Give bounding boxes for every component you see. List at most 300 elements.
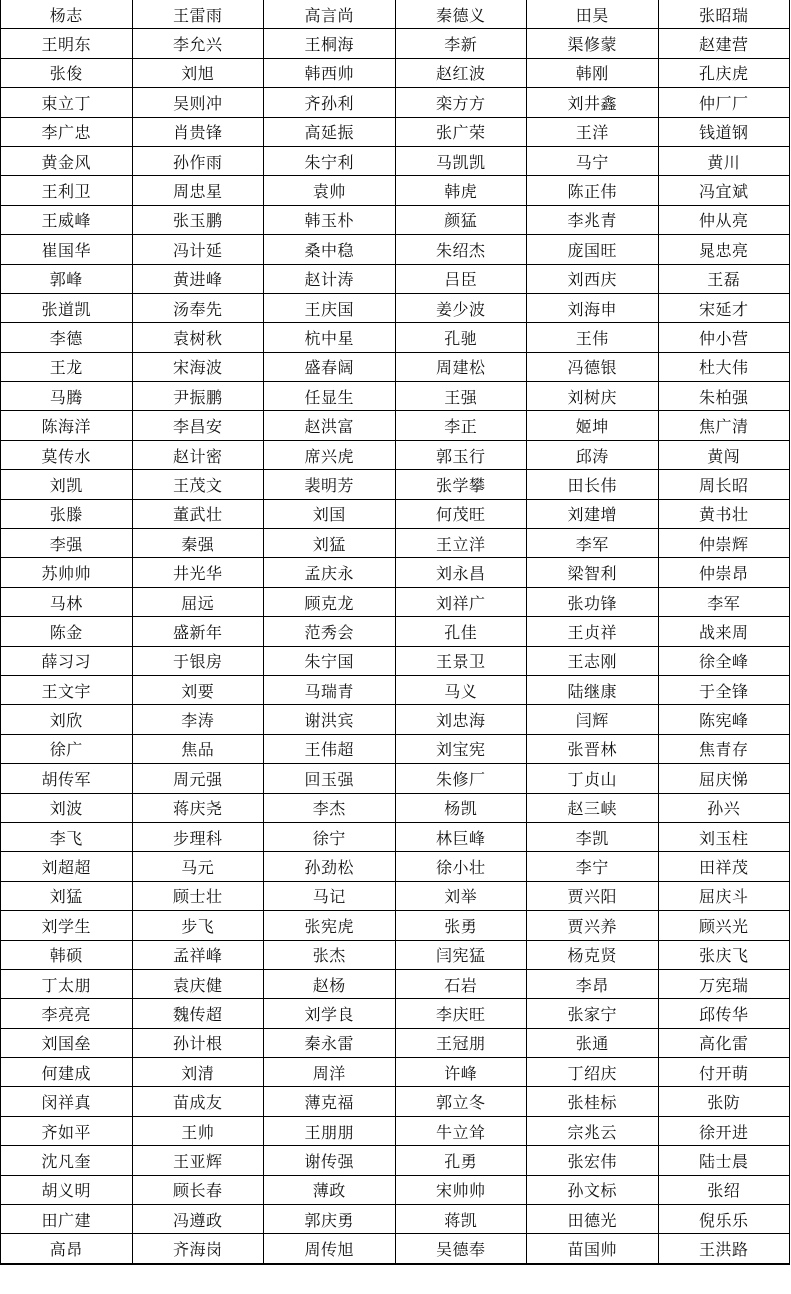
name-cell: 李庆旺	[395, 999, 527, 1028]
name-cell: 陈正伟	[527, 176, 659, 205]
name-cell: 何茂旺	[395, 499, 527, 528]
name-cell: 丁太朋	[1, 969, 133, 998]
name-cell: 李允兴	[132, 29, 264, 58]
name-cell: 孔勇	[395, 1146, 527, 1175]
table-row	[1, 999, 790, 1028]
table-row	[1, 617, 790, 646]
name-cell: 王利卫	[1, 176, 133, 205]
table-row	[1, 58, 790, 87]
name-cell: 韩玉朴	[264, 205, 396, 234]
name-cell: 刘超超	[1, 852, 133, 881]
name-cell: 李新	[395, 29, 527, 58]
name-cell: 张道凯	[1, 293, 133, 322]
name-cell: 刘祥广	[395, 587, 527, 616]
name-cell: 田长伟	[527, 470, 659, 499]
name-cell: 杨志	[1, 0, 133, 29]
name-cell: 王龙	[1, 352, 133, 381]
table-row	[1, 29, 790, 58]
name-cell: 袁树秋	[132, 323, 264, 352]
name-cell: 黄川	[658, 146, 790, 175]
name-cell: 汤奉先	[132, 293, 264, 322]
name-cell: 朱宁利	[264, 146, 396, 175]
name-cell: 姜少波	[395, 293, 527, 322]
table-row	[1, 734, 790, 763]
name-cell: 郭峰	[1, 264, 133, 293]
name-cell: 马记	[264, 881, 396, 910]
name-cell: 顾长春	[132, 1175, 264, 1204]
name-cell: 王帅	[132, 1116, 264, 1145]
name-cell: 焦品	[132, 734, 264, 763]
name-cell: 回玉强	[264, 764, 396, 793]
name-cell: 仲小营	[658, 323, 790, 352]
name-cell: 沈凡奎	[1, 1146, 133, 1175]
table-row	[1, 176, 790, 205]
name-cell: 张广荣	[395, 117, 527, 146]
name-cell: 马元	[132, 852, 264, 881]
name-cell: 许峰	[395, 1058, 527, 1087]
name-cell: 刘欣	[1, 705, 133, 734]
name-cell: 王景卫	[395, 646, 527, 675]
name-cell: 李正	[395, 411, 527, 440]
name-cell: 谢传强	[264, 1146, 396, 1175]
name-cell: 李广忠	[1, 117, 133, 146]
name-cell: 张绍	[658, 1175, 790, 1204]
name-table-body	[1, 0, 790, 1264]
name-cell: 王朋朋	[264, 1116, 396, 1145]
name-cell: 郭立冬	[395, 1087, 527, 1116]
name-cell: 焦广清	[658, 411, 790, 440]
name-cell: 王明东	[1, 29, 133, 58]
name-cell: 倪乐乐	[658, 1205, 790, 1234]
name-cell: 孙兴	[658, 793, 790, 822]
name-cell: 董武壮	[132, 499, 264, 528]
name-cell: 袁庆健	[132, 969, 264, 998]
name-cell: 栾方方	[395, 88, 527, 117]
name-cell: 田祥茂	[658, 852, 790, 881]
name-cell: 盛春阔	[264, 352, 396, 381]
name-cell: 张滕	[1, 499, 133, 528]
name-cell: 高延振	[264, 117, 396, 146]
name-cell: 周建松	[395, 352, 527, 381]
name-cell: 步飞	[132, 911, 264, 940]
name-cell: 张勇	[395, 911, 527, 940]
name-cell: 付开萌	[658, 1058, 790, 1087]
name-cell: 王威峰	[1, 205, 133, 234]
name-cell: 李飞	[1, 822, 133, 851]
name-cell: 孙劲松	[264, 852, 396, 881]
name-cell: 王亚辉	[132, 1146, 264, 1175]
name-cell: 胡义明	[1, 1175, 133, 1204]
name-cell: 韩刚	[527, 58, 659, 87]
name-cell: 尹振鹏	[132, 382, 264, 411]
name-cell: 姬坤	[527, 411, 659, 440]
table-row	[1, 940, 790, 969]
name-cell: 闫宪猛	[395, 940, 527, 969]
name-cell: 任显生	[264, 382, 396, 411]
name-cell: 杨凯	[395, 793, 527, 822]
name-cell: 孟庆永	[264, 558, 396, 587]
name-cell: 刘永昌	[395, 558, 527, 587]
name-cell: 仲从亮	[658, 205, 790, 234]
table-row	[1, 88, 790, 117]
name-cell: 郭庆勇	[264, 1205, 396, 1234]
name-cell: 黄闯	[658, 440, 790, 469]
name-cell: 刘忠海	[395, 705, 527, 734]
name-cell: 周元强	[132, 764, 264, 793]
name-cell: 刘国垒	[1, 1028, 133, 1057]
table-row	[1, 470, 790, 499]
name-cell: 冯遵政	[132, 1205, 264, 1234]
name-cell: 王茂文	[132, 470, 264, 499]
name-cell: 颜猛	[395, 205, 527, 234]
table-row	[1, 1028, 790, 1057]
name-cell: 刘学生	[1, 911, 133, 940]
table-row	[1, 235, 790, 264]
name-cell: 马宁	[527, 146, 659, 175]
name-cell: 王贞祥	[527, 617, 659, 646]
table-row	[1, 264, 790, 293]
name-cell: 张家宁	[527, 999, 659, 1028]
name-cell: 梁智利	[527, 558, 659, 587]
table-row	[1, 911, 790, 940]
name-cell: 杜大伟	[658, 352, 790, 381]
name-cell: 刘猛	[1, 881, 133, 910]
name-cell: 马义	[395, 675, 527, 704]
table-row	[1, 1116, 790, 1145]
name-cell: 王洋	[527, 117, 659, 146]
name-cell: 齐海岗	[132, 1234, 264, 1264]
name-cell: 李昂	[527, 969, 659, 998]
table-row	[1, 293, 790, 322]
name-cell: 王强	[395, 382, 527, 411]
name-cell: 赵洪富	[264, 411, 396, 440]
name-cell: 薄政	[264, 1175, 396, 1204]
name-cell: 冯德银	[527, 352, 659, 381]
name-cell: 高昂	[1, 1234, 133, 1264]
name-cell: 王冠朋	[395, 1028, 527, 1057]
name-cell: 袁帅	[264, 176, 396, 205]
name-cell: 莫传水	[1, 440, 133, 469]
name-cell: 刘清	[132, 1058, 264, 1087]
name-cell: 孔庆虎	[658, 58, 790, 87]
name-cell: 张晋林	[527, 734, 659, 763]
name-cell: 屈远	[132, 587, 264, 616]
name-cell: 黄进峰	[132, 264, 264, 293]
table-row	[1, 323, 790, 352]
name-cell: 宗兆云	[527, 1116, 659, 1145]
name-cell: 张学攀	[395, 470, 527, 499]
name-cell: 邱传华	[658, 999, 790, 1028]
name-cell: 李军	[527, 529, 659, 558]
name-cell: 徐宁	[264, 822, 396, 851]
table-row	[1, 411, 790, 440]
name-cell: 高言尚	[264, 0, 396, 29]
table-row	[1, 1175, 790, 1204]
name-cell: 刘波	[1, 793, 133, 822]
name-cell: 李军	[658, 587, 790, 616]
name-cell: 李杰	[264, 793, 396, 822]
name-cell: 刘国	[264, 499, 396, 528]
name-cell: 李凯	[527, 822, 659, 851]
name-cell: 齐如平	[1, 1116, 133, 1145]
name-cell: 屈庆悌	[658, 764, 790, 793]
name-cell: 盛新年	[132, 617, 264, 646]
name-cell: 朱修厂	[395, 764, 527, 793]
name-cell: 齐孙利	[264, 88, 396, 117]
name-cell: 石岩	[395, 969, 527, 998]
name-cell: 陈金	[1, 617, 133, 646]
name-cell: 马林	[1, 587, 133, 616]
name-cell: 冯计延	[132, 235, 264, 264]
name-cell: 朱绍杰	[395, 235, 527, 264]
name-cell: 顾克龙	[264, 587, 396, 616]
name-cell: 屈庆斗	[658, 881, 790, 910]
name-cell: 张庆飞	[658, 940, 790, 969]
name-cell: 赵计涛	[264, 264, 396, 293]
table-row	[1, 969, 790, 998]
name-cell: 刘旭	[132, 58, 264, 87]
name-cell: 魏传超	[132, 999, 264, 1028]
name-cell: 刘猛	[264, 529, 396, 558]
name-cell: 苗成友	[132, 1087, 264, 1116]
name-cell: 秦德义	[395, 0, 527, 29]
name-cell: 张杰	[264, 940, 396, 969]
table-row	[1, 1058, 790, 1087]
name-cell: 肖贵锋	[132, 117, 264, 146]
name-cell: 何建成	[1, 1058, 133, 1087]
name-cell: 刘建增	[527, 499, 659, 528]
name-cell: 田广建	[1, 1205, 133, 1234]
name-cell: 周忠星	[132, 176, 264, 205]
name-cell: 牛立耸	[395, 1116, 527, 1145]
name-cell: 周长昭	[658, 470, 790, 499]
name-cell: 刘玉柱	[658, 822, 790, 851]
name-cell: 朱柏强	[658, 382, 790, 411]
name-cell: 赵建营	[658, 29, 790, 58]
name-cell: 谢洪宾	[264, 705, 396, 734]
name-cell: 万宪瑞	[658, 969, 790, 998]
name-cell: 赵红波	[395, 58, 527, 87]
name-cell: 韩硕	[1, 940, 133, 969]
name-cell: 刘树庆	[527, 382, 659, 411]
name-cell: 蒋庆尧	[132, 793, 264, 822]
name-cell: 孟祥峰	[132, 940, 264, 969]
name-cell: 赵杨	[264, 969, 396, 998]
name-cell: 孙作雨	[132, 146, 264, 175]
table-row	[1, 675, 790, 704]
name-cell: 高化雷	[658, 1028, 790, 1057]
name-cell: 李强	[1, 529, 133, 558]
name-cell: 周传旭	[264, 1234, 396, 1264]
name-cell: 顾士壮	[132, 881, 264, 910]
name-cell: 席兴虎	[264, 440, 396, 469]
name-cell: 薛习习	[1, 646, 133, 675]
name-cell: 王桐海	[264, 29, 396, 58]
name-cell: 孙文标	[527, 1175, 659, 1204]
table-row	[1, 0, 790, 29]
table-row	[1, 529, 790, 558]
name-cell: 张俊	[1, 58, 133, 87]
name-cell: 王庆国	[264, 293, 396, 322]
name-cell: 郭玉行	[395, 440, 527, 469]
name-cell: 张玉鹏	[132, 205, 264, 234]
name-cell: 马瑞青	[264, 675, 396, 704]
name-cell: 薄克福	[264, 1087, 396, 1116]
name-cell: 王立洋	[395, 529, 527, 558]
name-cell: 李德	[1, 323, 133, 352]
name-cell: 刘学良	[264, 999, 396, 1028]
name-cell: 仲厂厂	[658, 88, 790, 117]
name-cell: 王伟超	[264, 734, 396, 763]
name-cell: 韩虎	[395, 176, 527, 205]
name-cell: 秦强	[132, 529, 264, 558]
name-cell: 贾兴养	[527, 911, 659, 940]
name-cell: 王洪路	[658, 1234, 790, 1264]
name-cell: 仲崇昂	[658, 558, 790, 587]
name-cell: 井光华	[132, 558, 264, 587]
name-cell: 徐全峰	[658, 646, 790, 675]
name-cell: 张宪虎	[264, 911, 396, 940]
name-cell: 刘海申	[527, 293, 659, 322]
table-row	[1, 440, 790, 469]
name-cell: 吕臣	[395, 264, 527, 293]
table-row	[1, 352, 790, 381]
table-row	[1, 1234, 790, 1264]
name-cell: 胡传军	[1, 764, 133, 793]
name-cell: 王志刚	[527, 646, 659, 675]
table-row	[1, 117, 790, 146]
name-cell: 林巨峰	[395, 822, 527, 851]
name-cell: 刘举	[395, 881, 527, 910]
name-cell: 刘宝宪	[395, 734, 527, 763]
name-cell: 邱涛	[527, 440, 659, 469]
name-cell: 张宏伟	[527, 1146, 659, 1175]
name-cell: 黄金风	[1, 146, 133, 175]
name-cell: 顾兴光	[658, 911, 790, 940]
name-cell: 陆继康	[527, 675, 659, 704]
name-cell: 刘要	[132, 675, 264, 704]
table-row	[1, 793, 790, 822]
name-cell: 贾兴阳	[527, 881, 659, 910]
name-cell: 朱宁国	[264, 646, 396, 675]
name-cell: 于银房	[132, 646, 264, 675]
name-cell: 张功锋	[527, 587, 659, 616]
name-cell: 崔国华	[1, 235, 133, 264]
name-cell: 田昊	[527, 0, 659, 29]
name-cell: 徐广	[1, 734, 133, 763]
name-cell: 黄书壮	[658, 499, 790, 528]
name-cell: 李宁	[527, 852, 659, 881]
name-cell: 刘凯	[1, 470, 133, 499]
name-cell: 张防	[658, 1087, 790, 1116]
name-cell: 苏帅帅	[1, 558, 133, 587]
name-cell: 张通	[527, 1028, 659, 1057]
name-cell: 焦青存	[658, 734, 790, 763]
name-cell: 马腾	[1, 382, 133, 411]
table-row	[1, 1087, 790, 1116]
name-cell: 闵祥真	[1, 1087, 133, 1116]
name-cell: 孙计根	[132, 1028, 264, 1057]
name-cell: 王伟	[527, 323, 659, 352]
name-cell: 秦永雷	[264, 1028, 396, 1057]
name-cell: 蒋凯	[395, 1205, 527, 1234]
name-cell: 李兆青	[527, 205, 659, 234]
name-cell: 丁绍庆	[527, 1058, 659, 1087]
name-cell: 刘西庆	[527, 264, 659, 293]
name-cell: 仲崇辉	[658, 529, 790, 558]
name-cell: 闫辉	[527, 705, 659, 734]
table-row	[1, 646, 790, 675]
name-cell: 桑中稳	[264, 235, 396, 264]
name-cell: 杭中星	[264, 323, 396, 352]
name-cell: 丁贞山	[527, 764, 659, 793]
name-cell: 冯宜斌	[658, 176, 790, 205]
table-row	[1, 382, 790, 411]
name-cell: 庞国旺	[527, 235, 659, 264]
name-cell: 徐小壮	[395, 852, 527, 881]
name-cell: 韩西帅	[264, 58, 396, 87]
table-row	[1, 558, 790, 587]
name-cell: 王磊	[658, 264, 790, 293]
name-cell: 杨克贤	[527, 940, 659, 969]
name-cell: 宋海波	[132, 352, 264, 381]
table-row	[1, 1146, 790, 1175]
name-cell: 李昌安	[132, 411, 264, 440]
name-cell: 步理科	[132, 822, 264, 851]
name-cell: 陆士晨	[658, 1146, 790, 1175]
name-cell: 束立丁	[1, 88, 133, 117]
name-cell: 陈宪峰	[658, 705, 790, 734]
name-cell: 张昭瑞	[658, 0, 790, 29]
table-row	[1, 587, 790, 616]
name-cell: 范秀会	[264, 617, 396, 646]
name-cell: 赵三峡	[527, 793, 659, 822]
table-row	[1, 852, 790, 881]
name-cell: 渠修蒙	[527, 29, 659, 58]
name-cell: 李涛	[132, 705, 264, 734]
name-cell: 马凯凯	[395, 146, 527, 175]
table-row	[1, 146, 790, 175]
name-cell: 战来周	[658, 617, 790, 646]
name-cell: 吴则冲	[132, 88, 264, 117]
name-cell: 晁忠亮	[658, 235, 790, 264]
table-row	[1, 499, 790, 528]
table-row	[1, 764, 790, 793]
name-cell: 王文宇	[1, 675, 133, 704]
name-cell: 吴德奉	[395, 1234, 527, 1264]
table-row	[1, 705, 790, 734]
name-cell: 宋帅帅	[395, 1175, 527, 1204]
name-cell: 田德光	[527, 1205, 659, 1234]
name-cell: 裴明芳	[264, 470, 396, 499]
table-row	[1, 205, 790, 234]
name-cell: 宋延才	[658, 293, 790, 322]
name-cell: 刘井鑫	[527, 88, 659, 117]
name-cell: 王雷雨	[132, 0, 264, 29]
name-cell: 赵计密	[132, 440, 264, 469]
name-cell: 李亮亮	[1, 999, 133, 1028]
name-cell: 钱道钢	[658, 117, 790, 146]
name-cell: 孔驰	[395, 323, 527, 352]
name-cell: 陈海洋	[1, 411, 133, 440]
name-cell: 张桂标	[527, 1087, 659, 1116]
name-cell: 孔佳	[395, 617, 527, 646]
table-row	[1, 822, 790, 851]
table-row	[1, 1205, 790, 1234]
name-cell: 苗国帅	[527, 1234, 659, 1264]
name-cell: 周洋	[264, 1058, 396, 1087]
table-row	[1, 881, 790, 910]
